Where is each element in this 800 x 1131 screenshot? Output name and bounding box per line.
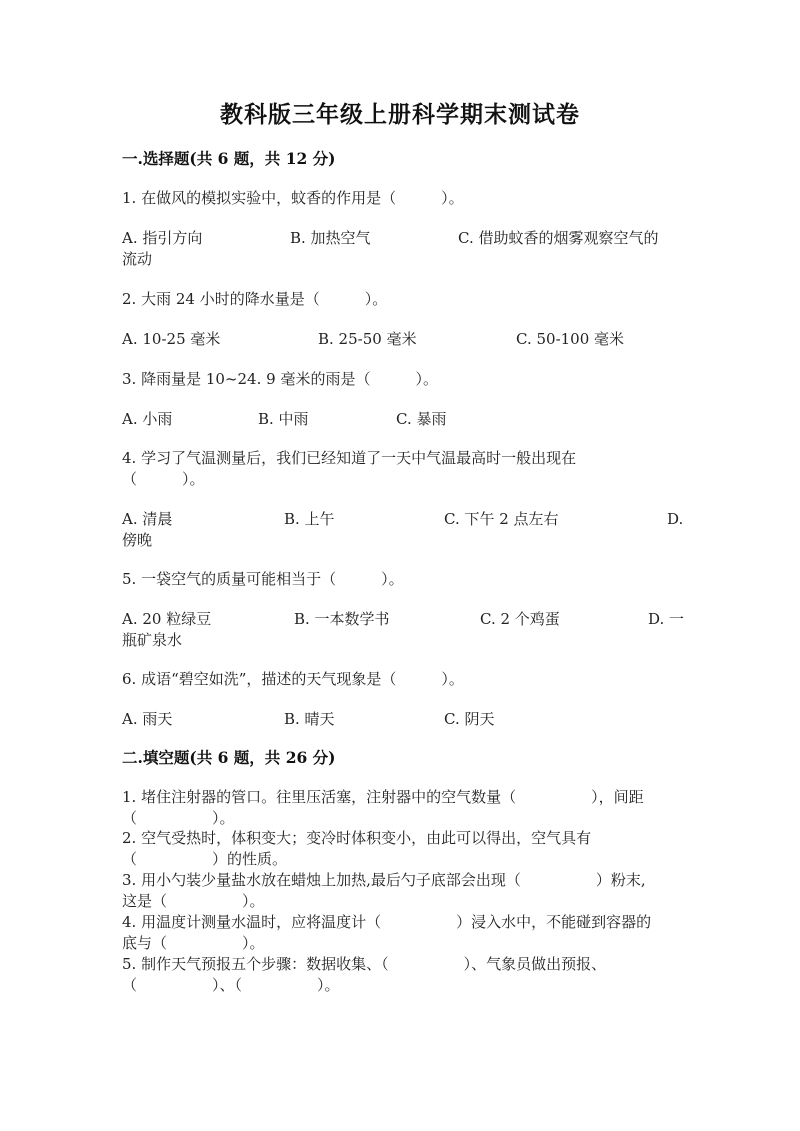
- question-4-option-d-cont: 傍晚: [122, 531, 153, 549]
- question-3-option-c: C. 暴雨: [396, 410, 447, 428]
- fill-line-9: 5. 制作天气预报五个步骤：数据收集、（ ）、气象员做出预报、: [122, 955, 607, 973]
- question-3-stem: 3. 降雨量是 10~24. 9 毫米的雨是（ ）。: [122, 370, 438, 388]
- question-2-option-b: B. 25-50 毫米: [318, 330, 417, 348]
- section-heading-choice: 一.选择题(共 6 题，共 12 分): [122, 149, 336, 168]
- question-1-option-c-cont: 流动: [122, 250, 153, 268]
- question-3-option-a: A. 小雨: [122, 410, 173, 428]
- question-4-option-b: B. 上午: [284, 510, 335, 528]
- section-heading-fill: 二.填空题(共 6 题，共 26 分): [122, 748, 336, 767]
- fill-line-3: 2. 空气受热时，体积变大；变冷时体积变小，由此可以得出，空气具有: [122, 829, 592, 847]
- question-6-stem: 6. 成语“碧空如洗”，描述的天气现象是（ ）。: [122, 670, 464, 688]
- fill-line-4: （ ）的性质。: [122, 850, 288, 868]
- question-3-option-b: B. 中雨: [258, 410, 309, 428]
- question-5-option-d: D. 一: [648, 610, 685, 628]
- question-4-option-d: D.: [667, 510, 684, 528]
- fill-line-10: （ ）、（ ）。: [122, 976, 340, 994]
- question-5-option-b: B. 一本数学书: [294, 610, 390, 628]
- fill-line-7: 4. 用温度计测量水温时，应将温度计（ ）浸入水中，不能碰到容器的: [122, 913, 652, 931]
- question-2-stem: 2. 大雨 24 小时的降水量是（ ）。: [122, 290, 388, 308]
- question-2-option-c: C. 50-100 毫米: [516, 330, 625, 348]
- question-5-option-a: A. 20 粒绿豆: [122, 610, 212, 628]
- fill-line-5: 3. 用小勺装少量盐水放在蜡烛上加热,最后勺子底部会出现（ ）粉末,: [122, 871, 646, 889]
- question-4-option-c: C. 下午 2 点左右: [444, 510, 559, 528]
- page-title: 教科版三年级上册科学期末测试卷: [220, 101, 580, 128]
- question-5-option-c: C. 2 个鸡蛋: [480, 610, 560, 628]
- question-4-stem-cont: （ ）。: [122, 470, 205, 488]
- fill-line-1: 1. 堵住注射器的管口。往里压活塞，注射器中的空气数量（ ），间距: [122, 788, 644, 806]
- fill-line-6: 这是（ ）。: [122, 892, 265, 910]
- question-1-option-a: A. 指引方向: [122, 229, 203, 247]
- question-5-stem: 5. 一袋空气的质量可能相当于（ ）。: [122, 570, 404, 588]
- question-6-option-c: C. 阴天: [444, 710, 495, 728]
- fill-line-8: 底与（ ）。: [122, 934, 265, 952]
- question-6-option-a: A. 雨天: [122, 710, 173, 728]
- question-1-option-c: C. 借助蚊香的烟雾观察空气的: [458, 229, 659, 247]
- question-6-option-b: B. 晴天: [284, 710, 335, 728]
- fill-line-2: （ ）。: [122, 809, 235, 827]
- question-4-option-a: A. 清晨: [122, 510, 173, 528]
- question-1-stem: 1. 在做风的模拟实验中，蚊香的作用是（ ）。: [122, 189, 464, 207]
- question-2-option-a: A. 10-25 毫米: [122, 330, 221, 348]
- question-5-option-d-cont: 瓶矿泉水: [122, 631, 183, 649]
- question-1-option-b: B. 加热空气: [290, 229, 371, 247]
- question-4-stem: 4. 学习了气温测量后，我们已经知道了一天中气温最高时一般出现在: [122, 449, 577, 467]
